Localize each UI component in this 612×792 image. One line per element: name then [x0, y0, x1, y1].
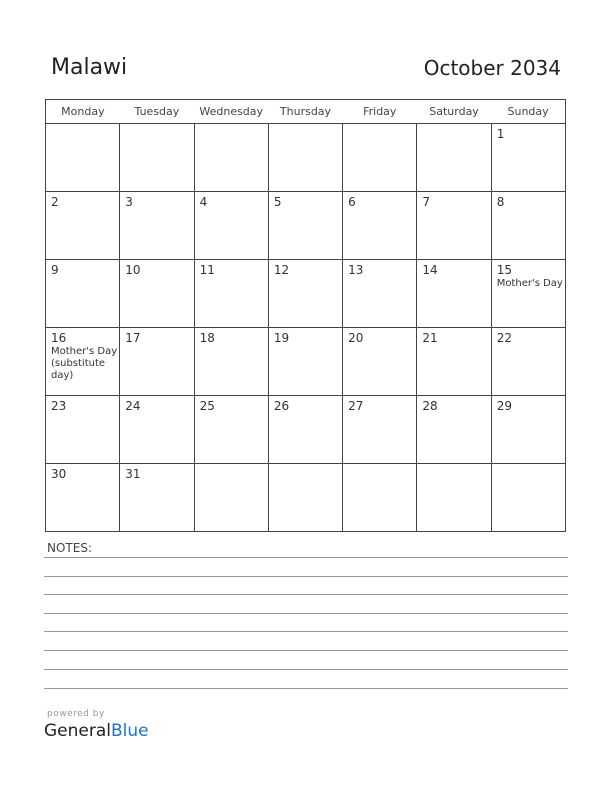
day-number: 16	[51, 331, 67, 345]
day-number: 8	[496, 195, 505, 209]
weekday-header-row	[46, 100, 566, 124]
week-row	[46, 464, 566, 532]
day-number: 26	[273, 399, 290, 413]
day-number: 22	[496, 331, 512, 345]
day-cell	[491, 464, 565, 532]
day-cell	[491, 328, 565, 396]
note-line	[44, 650, 568, 651]
day-number: 18	[199, 331, 215, 345]
note-line	[44, 669, 568, 670]
day-cell	[194, 124, 268, 192]
day-number: 19	[273, 331, 290, 345]
day-number: 6	[348, 195, 356, 209]
day-cell	[46, 328, 120, 396]
day-cell	[491, 260, 565, 328]
calendar-grid	[45, 99, 566, 532]
week-row	[46, 124, 566, 192]
day-cell	[268, 396, 342, 464]
day-number: 13	[348, 263, 364, 277]
weekday-header: Friday	[343, 100, 417, 124]
day-cell	[120, 396, 194, 464]
day-number: 20	[348, 331, 364, 345]
day-cell	[417, 328, 491, 396]
day-cell	[120, 192, 194, 260]
day-number: 28	[422, 399, 438, 413]
day-cell	[120, 328, 194, 396]
day-number: 17	[125, 331, 141, 345]
day-cell	[343, 192, 417, 260]
brand-general: General	[44, 721, 111, 741]
holiday-label: Mother's Day (substitute day)	[51, 346, 118, 381]
day-cell	[120, 124, 194, 192]
day-number: 5	[273, 195, 282, 209]
weekday-header: Sunday	[491, 100, 565, 124]
day-cell	[46, 464, 120, 532]
day-cell	[417, 124, 491, 192]
note-line	[44, 613, 568, 614]
day-cell	[46, 396, 120, 464]
week-row	[46, 192, 566, 260]
day-number: 27	[348, 399, 364, 413]
day-number: 25	[199, 399, 215, 413]
day-number: 23	[51, 399, 67, 413]
day-cell	[120, 260, 194, 328]
week-row	[46, 396, 566, 464]
day-number: 9	[51, 263, 59, 277]
day-number: 3	[125, 195, 133, 209]
day-cell	[46, 192, 120, 260]
day-cell	[491, 192, 565, 260]
week-row	[46, 328, 566, 396]
day-number: 29	[496, 399, 512, 413]
day-cell	[46, 124, 120, 192]
day-number: 15	[496, 263, 512, 277]
day-number: 30	[51, 467, 67, 481]
note-line	[44, 688, 568, 689]
day-number: 11	[199, 263, 215, 277]
day-cell	[194, 328, 268, 396]
day-cell	[343, 396, 417, 464]
powered-by-text: powered by	[47, 709, 105, 719]
day-cell	[491, 124, 565, 192]
month-year-title: October 2034	[423, 56, 561, 80]
day-number: 10	[125, 263, 141, 277]
notes-label: NOTES:	[47, 541, 92, 555]
day-number: 21	[422, 331, 438, 345]
brand-blue: Blue	[111, 721, 149, 741]
day-number: 1	[496, 127, 505, 141]
weekday-header: Wednesday	[194, 100, 268, 124]
generalblue-logo	[44, 721, 149, 741]
day-cell	[194, 192, 268, 260]
day-cell	[268, 260, 342, 328]
weekday-header: Saturday	[417, 100, 491, 124]
weekday-header: Tuesday	[120, 100, 194, 124]
note-line	[44, 576, 568, 577]
day-cell	[417, 464, 491, 532]
holiday-label: Mother's Day	[496, 278, 563, 289]
day-cell	[417, 260, 491, 328]
day-cell	[417, 396, 491, 464]
day-cell	[343, 260, 417, 328]
day-cell	[491, 396, 565, 464]
country-title: Malawi	[51, 55, 128, 80]
day-cell	[417, 192, 491, 260]
day-number: 2	[51, 195, 59, 209]
week-row	[46, 260, 566, 328]
day-cell	[268, 192, 342, 260]
day-number: 24	[125, 399, 141, 413]
day-cell	[343, 328, 417, 396]
day-number: 12	[273, 263, 290, 277]
day-cell	[46, 260, 120, 328]
weekday-header: Monday	[46, 100, 120, 124]
day-cell	[194, 260, 268, 328]
day-cell	[268, 328, 342, 396]
note-line	[44, 557, 568, 558]
day-number: 4	[199, 195, 208, 209]
note-line	[44, 594, 568, 595]
note-line	[44, 631, 568, 632]
day-number: 31	[125, 467, 141, 481]
day-cell	[268, 464, 342, 532]
weekday-header: Thursday	[268, 100, 342, 124]
day-cell	[268, 124, 342, 192]
day-cell	[343, 124, 417, 192]
day-cell	[194, 464, 268, 532]
day-cell	[194, 396, 268, 464]
day-number: 14	[422, 263, 438, 277]
day-cell	[120, 464, 194, 532]
day-number: 7	[422, 195, 431, 209]
day-cell	[343, 464, 417, 532]
